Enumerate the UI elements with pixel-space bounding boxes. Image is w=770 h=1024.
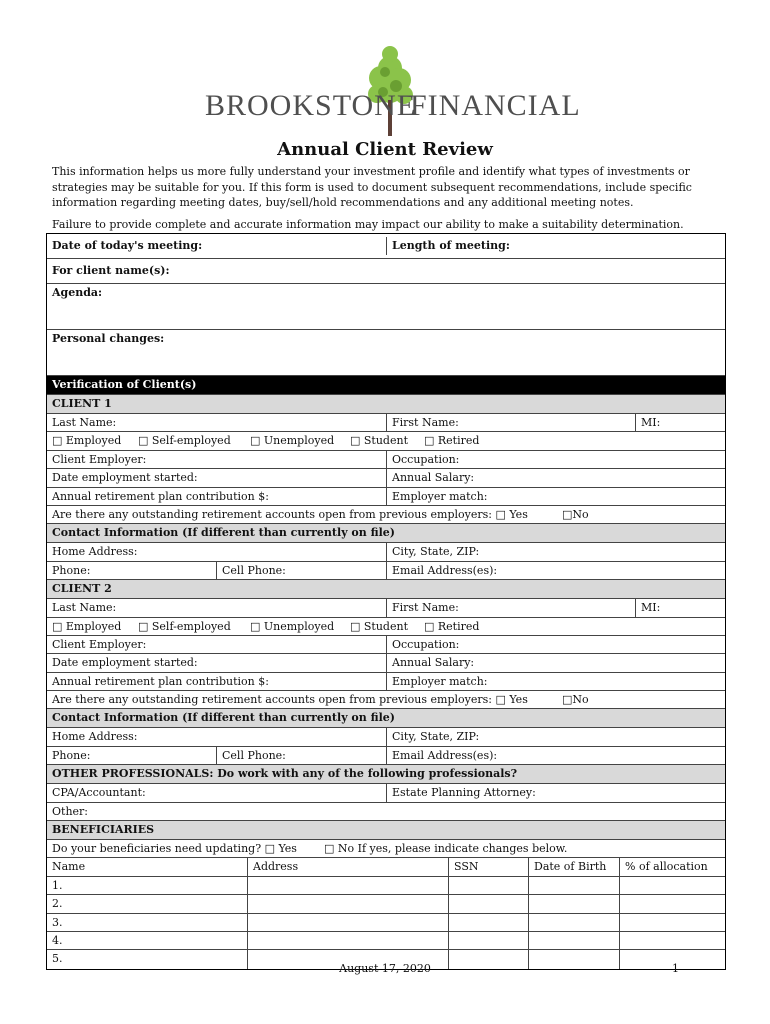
client1-employer-row [47, 451, 725, 469]
agenda-field[interactable]: Agenda: [52, 286, 103, 299]
client2-contact-header-label: Contact Information (If different than currently on file) [52, 711, 395, 725]
client1-salary-field[interactable]: Annual Salary: [386, 469, 725, 486]
client-names-row [47, 259, 725, 284]
client2-employer-field[interactable]: Client Employer: [52, 637, 147, 651]
beneficiary-name-field[interactable]: 2. [52, 897, 63, 911]
client1-contact-header [47, 524, 725, 543]
professionals-header [47, 765, 725, 784]
beneficiary-address-field[interactable] [247, 932, 448, 949]
client2-phone-field[interactable]: Phone: [52, 748, 91, 762]
client2-cell-phone-field[interactable]: Cell Phone: [216, 747, 386, 764]
logo-wordmark-first: BROOKSTONE [205, 89, 417, 122]
client2-contribution-row [47, 673, 725, 691]
column-header-date-of-birth: Date of Birth [528, 858, 619, 875]
client1-date-started-field[interactable]: Date employment started: [52, 471, 198, 485]
client1-unemployed-checkbox[interactable]: □ Unemployed [250, 434, 335, 448]
client-names-field[interactable]: For client name(s): [52, 264, 170, 277]
page-number: 1 [672, 962, 679, 975]
client1-phone-field[interactable]: Phone: [52, 563, 91, 577]
client1-first-name-field[interactable]: First Name: [386, 414, 635, 431]
client1-employment-row [47, 432, 725, 450]
column-header-name: Name [52, 860, 86, 874]
client1-employment-options [47, 432, 725, 449]
client2-retirement-yes-checkbox[interactable]: Are there any outstanding retirement accounts open from previous employers: □ Yes [52, 693, 528, 707]
beneficiaries-question [47, 840, 725, 857]
client2-address-row [47, 728, 725, 746]
client2-retired-checkbox[interactable]: □ Retired [424, 619, 480, 633]
logo-wordmark-second: FINANCIAL [410, 89, 581, 122]
client2-header-label: CLIENT 2 [52, 582, 112, 596]
client2-occupation-field[interactable]: Occupation: [386, 636, 725, 653]
beneficiary-address-field[interactable] [247, 877, 448, 894]
beneficiary-row [47, 914, 725, 932]
client2-mi-field[interactable]: MI: [635, 599, 725, 616]
client1-occupation-field[interactable]: Occupation: [386, 451, 725, 468]
client1-student-checkbox[interactable]: □ Student [350, 434, 408, 448]
beneficiary-allocation-field[interactable] [619, 914, 725, 931]
review-form-table [46, 233, 726, 970]
beneficiary-row [47, 877, 725, 895]
beneficiaries-header [47, 821, 725, 840]
client2-name-row [47, 599, 725, 617]
client1-mi-field[interactable]: MI: [635, 414, 725, 431]
client2-employment-row [47, 618, 725, 636]
client2-phone-row [47, 747, 725, 765]
beneficiary-ssn-field[interactable] [448, 877, 528, 894]
client1-name-row [47, 414, 725, 432]
client2-email-field[interactable]: Email Address(es): [386, 747, 725, 764]
intro-paragraph: This information helps us more fully understand your investment profile and identify what types of investments or strategies may be suitable for you. If this form is used to document subsequent recommendations, include specific information regarding meeting dates, buy/sell/hold recommendations and any additional meeting notes. [52, 165, 692, 209]
beneficiary-name-field[interactable]: 1. [52, 878, 63, 892]
beneficiary-dob-field[interactable] [528, 895, 619, 912]
personal-changes-field[interactable]: Personal changes: [52, 332, 165, 345]
client2-retirement-question [47, 691, 725, 708]
client1-phone-row [47, 562, 725, 580]
beneficiary-name-field[interactable]: 3. [52, 915, 63, 929]
beneficiaries-no-checkbox[interactable]: □ No If yes, please indicate changes below. [324, 842, 568, 856]
beneficiary-dob-field[interactable] [528, 932, 619, 949]
beneficiary-allocation-field[interactable] [619, 877, 725, 894]
beneficiary-row [47, 895, 725, 913]
other-professional-field[interactable]: Other: [52, 804, 88, 818]
client1-header [47, 395, 725, 414]
client1-retirement-yes-checkbox[interactable]: Are there any outstanding retirement accounts open from previous employers: □ Yes [52, 507, 528, 521]
other-professional-row [47, 803, 725, 821]
client2-last-name-field[interactable]: Last Name: [52, 601, 117, 615]
meeting-row [47, 234, 725, 259]
meeting-date-field[interactable]: Date of today's meeting: [52, 239, 203, 252]
disclaimer-paragraph: Failure to provide complete and accurate information may impact our ability to make a suitability determination. [52, 218, 684, 231]
client2-employer-match-field[interactable]: Employer match: [386, 673, 725, 690]
beneficiary-ssn-field[interactable] [448, 895, 528, 912]
client1-email-field[interactable]: Email Address(es): [386, 562, 725, 579]
cpa-field[interactable]: CPA/Accountant: [52, 786, 146, 800]
professionals-header-label: OTHER PROFESSIONALS: Do work with any of the following professionals? [52, 767, 518, 781]
client1-date-row [47, 469, 725, 487]
client2-employment-options [47, 618, 725, 635]
client1-header-label: CLIENT 1 [52, 397, 112, 410]
client2-home-address-field[interactable]: Home Address: [52, 730, 138, 744]
client1-contribution-field[interactable]: Annual retirement plan contribution $: [52, 489, 269, 503]
beneficiaries-header-label: BENEFICIARIES [52, 823, 155, 837]
client1-city-state-zip-field[interactable]: City, State, ZIP: [386, 543, 725, 560]
agenda-row [47, 284, 725, 330]
footer-date: August 17, 2020 [339, 962, 431, 975]
client1-retirement-question [47, 506, 725, 523]
client1-employer-field[interactable]: Client Employer: [52, 452, 147, 466]
client2-student-checkbox[interactable]: □ Student [350, 619, 408, 633]
client1-employer-match-field[interactable]: Employer match: [386, 488, 725, 505]
form-title: Annual Client Review [277, 139, 493, 160]
client2-retirement-no-checkbox[interactable]: □No [562, 693, 589, 707]
client1-home-address-field[interactable]: Home Address: [52, 545, 138, 559]
beneficiary-name-field[interactable]: 5. [52, 952, 63, 966]
professionals-row [47, 784, 725, 802]
client1-retirement-no-checkbox[interactable]: □No [562, 507, 589, 521]
client2-employed-checkbox[interactable]: □ Employed [52, 619, 122, 633]
verification-header-label: Verification of Client(s) [52, 378, 197, 391]
client1-retirement-row [47, 506, 725, 524]
beneficiary-dob-field[interactable] [528, 914, 619, 931]
client1-retired-checkbox[interactable]: □ Retired [424, 434, 480, 448]
client2-employer-row [47, 636, 725, 654]
client2-unemployed-checkbox[interactable]: □ Unemployed [250, 619, 335, 633]
beneficiary-address-field[interactable] [247, 895, 448, 912]
beneficiaries-question-row [47, 840, 725, 858]
client2-first-name-field[interactable]: First Name: [386, 599, 635, 616]
client1-self-employed-checkbox[interactable]: □ Self-employed [138, 434, 231, 448]
client1-address-row [47, 543, 725, 561]
beneficiary-row [47, 932, 725, 950]
client2-contribution-field[interactable]: Annual retirement plan contribution $: [52, 674, 269, 688]
client2-city-state-zip-field[interactable]: City, State, ZIP: [386, 728, 725, 745]
beneficiary-ssn-field[interactable] [448, 932, 528, 949]
client1-contribution-row [47, 488, 725, 506]
beneficiary-allocation-field[interactable] [619, 895, 725, 912]
client2-date-row [47, 654, 725, 672]
client2-date-started-field[interactable]: Date employment started: [52, 656, 198, 670]
meeting-length-field[interactable]: Length of meeting: [386, 237, 725, 255]
beneficiaries-yes-checkbox[interactable]: Do your beneficiaries need updating? □ Yes [52, 842, 297, 856]
beneficiaries-column-headers [47, 858, 725, 876]
client1-cell-phone-field[interactable]: Cell Phone: [216, 562, 386, 579]
client2-header [47, 580, 725, 599]
client2-retirement-row [47, 691, 725, 709]
column-header-ssn: SSN [448, 858, 528, 875]
column-header-address: Address [247, 858, 448, 875]
personal-changes-row [47, 330, 725, 376]
client1-contact-header-label: Contact Information (If different than currently on file) [52, 526, 395, 540]
beneficiary-dob-field[interactable] [528, 877, 619, 894]
client2-self-employed-checkbox[interactable]: □ Self-employed [138, 619, 231, 633]
client1-last-name-field[interactable]: Last Name: [52, 416, 117, 429]
column-header-allocation: % of allocation [619, 858, 725, 875]
beneficiary-ssn-field[interactable] [448, 914, 528, 931]
verification-header [47, 376, 725, 395]
client1-employed-checkbox[interactable]: □ Employed [52, 434, 122, 448]
beneficiary-address-field[interactable] [247, 914, 448, 931]
estate-attorney-field[interactable]: Estate Planning Attorney: [386, 784, 725, 801]
beneficiary-allocation-field[interactable] [619, 932, 725, 949]
client2-contact-header [47, 709, 725, 728]
client2-salary-field[interactable]: Annual Salary: [386, 654, 725, 671]
beneficiary-name-field[interactable]: 4. [52, 933, 63, 947]
